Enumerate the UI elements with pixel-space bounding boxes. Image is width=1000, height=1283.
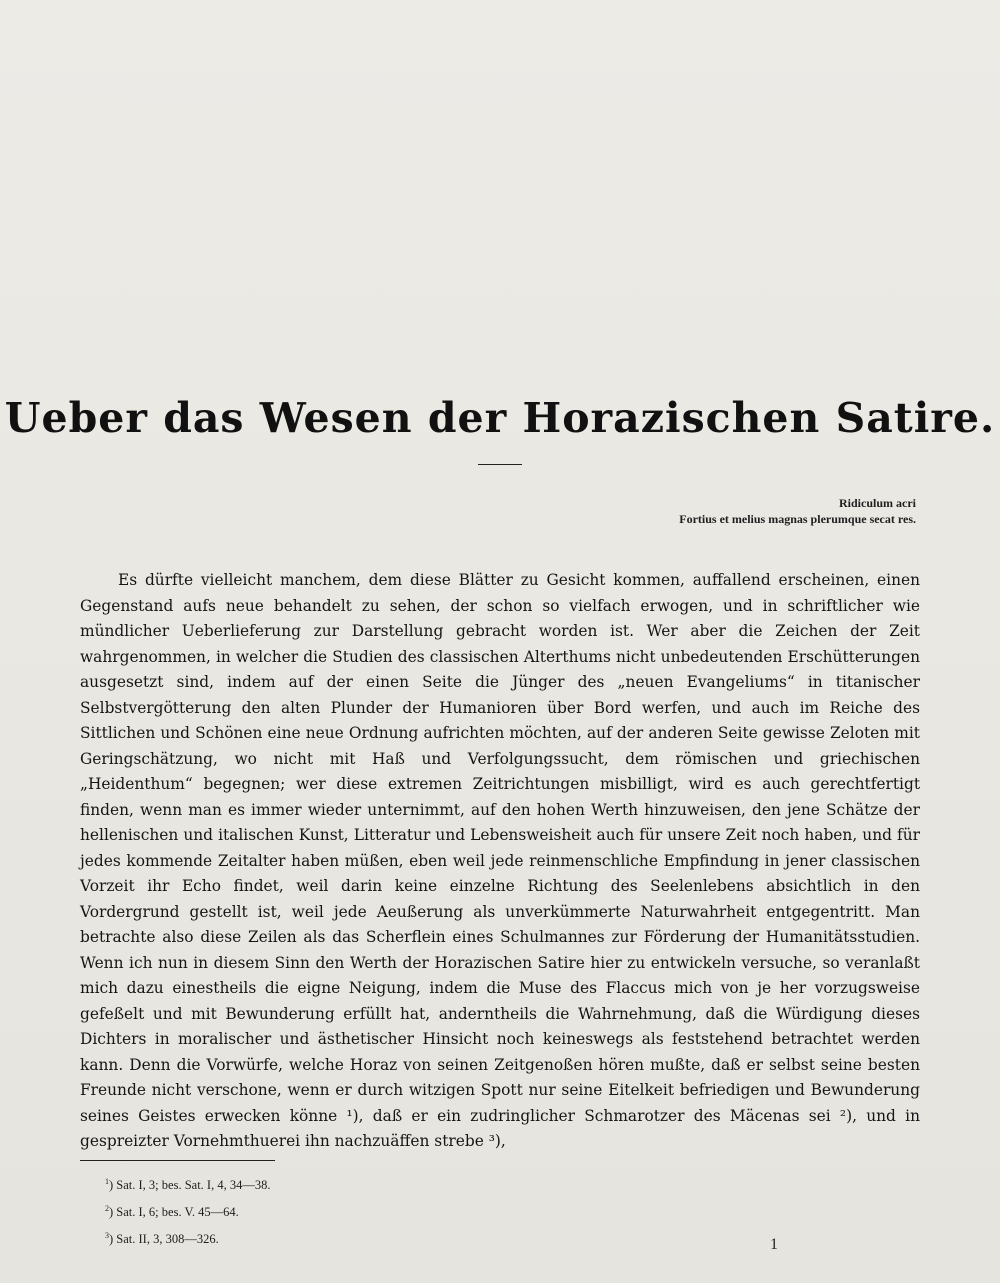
epigraph-line-1: Ridiculum acri: [839, 496, 916, 510]
footnote-mark: 1: [105, 1177, 109, 1186]
epigraph-line-2: Fortius et melius magnas plerumque secat res.: [679, 512, 916, 526]
footnote-text: Sat. I, 3; bes. Sat. I, 4, 34—38.: [116, 1178, 271, 1193]
main-paragraph: Es dürfte vielleicht manchem, dem diese Blätter zu Gesicht kommen, auffallend erscheinen, einen Gegenstand aufs neue behandelt zu sehen, der schon so vielfach erwogen, und in schriftlicher wie mündlicher Ueberlieferung zur Darstellung gebracht worden ist. Wer aber die Zeichen der Zeit wahrgenommen, in welcher die Studien des classischen Alterthums nicht unbedeutenden Erschütterungen ausgesetzt sind, indem auf der einen Seite die Jünger des „neuen Evangeliums“ in titanischer Selbstvergötterung den alten Plunder der Humanioren über Bord werfen, und auch im Reiche des Sittlichen und Schönen eine neue Ordnung aufrichten möchten, auf der anderen Seite gewisse Zeloten mit Geringschätzung, wo nicht mit Haß und Verfolgungssucht, dem römischen und griechischen „Heidenthum“ begegnen; wer diese extremen Zeitrichtungen misbilligt, wird es auch gerechtfertigt finden, wenn man es immer wieder unternimmt, auf den hohen Werth hinzuweisen, den jene Schätze der hellenischen und italischen Kunst, Litteratur und Lebensweisheit auch für unsere Zeit noch haben, und für jedes kommende Zeitalter haben müßen, eben weil jede reinmenschliche Empfindung in jener classischen Vorzeit ihr Echo findet, weil darin keine einzelne Richtung des Seelenlebens absichtlich in den Vordergrund gestellt ist, weil jede Aeußerung als unverkümmerte Naturwahrheit entgegentritt. Man betrachte also diese Zeilen als das Scherflein eines Schulmannes zur Förderung der Humanitätsstudien. Wenn ich nun in diesem Sinn den Werth der Horazischen Satire hier zu entwickeln versuche, so veranlaßt mich dazu einestheils die eigne Neigung, indem die Muse des Flaccus mich von je her vorzugsweise gefeßelt und mit Bewunderung erfüllt hat, anderntheils die Wahrnehmung, daß die Würdigung dieses Dichters in moralischer und ästhetischer Hinsicht noch keineswegs als feststehend betrachtet werden kann. Denn die Vorwürfe, welche Horaz von seinen Zeitgenoßen hören mußte, daß er selbst seine besten Freunde nicht verschone, wenn er durch witzigen Spott nur seine Eitelkeit befriedigen und Bewunderung seines Geistes erwecken könne ¹), daß er ein zudringlicher Schmarotzer des Mäcenas sei ²), und in gespreizter Vornehmthuerei ihn nachzuäffen strebe ³),: [80, 571, 920, 1150]
title-divider: [478, 464, 522, 465]
footnote-text: Sat. I, 6; bes. V. 45—64.: [116, 1205, 239, 1220]
footnote-divider: [80, 1160, 275, 1161]
footnote-mark: 2: [105, 1204, 109, 1214]
footnote-3: $^3$) Sat. II, 3, 308—326.: [105, 1231, 219, 1247]
footnote-2: $^2$) Sat. I, 6; bes. V. 45—64.: [105, 1204, 239, 1220]
main-paragraph-block: [80, 568, 920, 1155]
footnotes: [105, 1170, 270, 1251]
footnote-1: $^1$) Sat. I, 3; bes. Sat. I, 4, 34—38.: [105, 1177, 271, 1193]
page-title: Ueber das Wesen der Horazischen Satire.: [4, 394, 996, 442]
page-number: 1: [770, 1236, 778, 1253]
footnote-mark: 3: [105, 1231, 109, 1241]
footnote-text: Sat. II, 3, 308—326.: [116, 1232, 219, 1247]
